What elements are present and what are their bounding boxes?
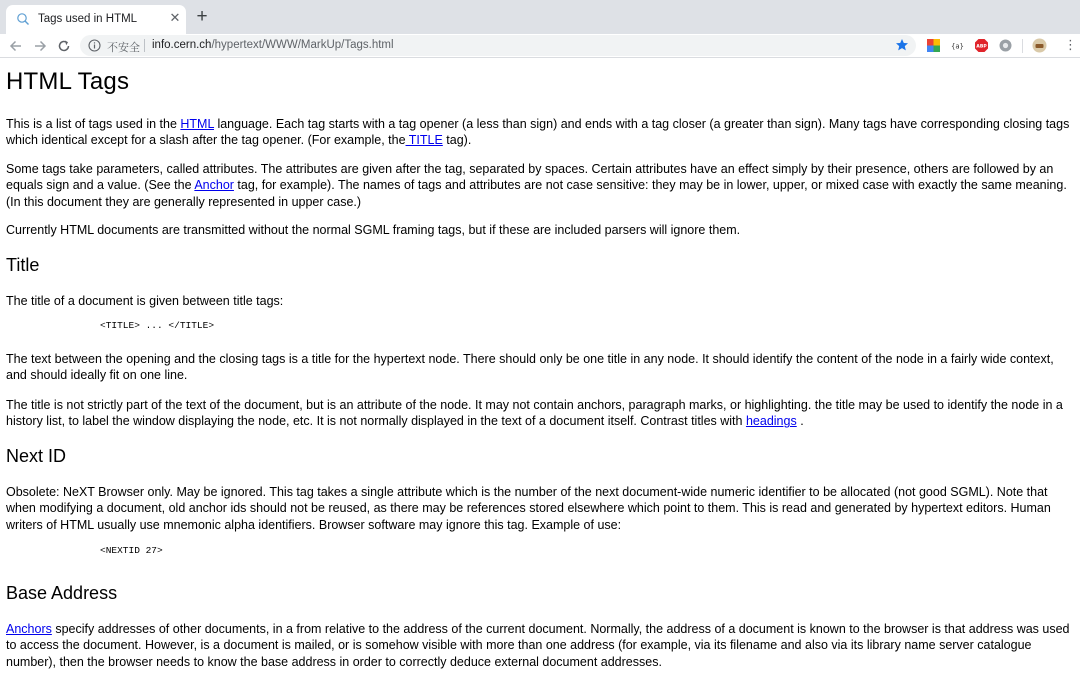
html-link[interactable]: HTML: [180, 117, 214, 131]
intro-paragraph-3: Currently HTML documents are transmitted without the normal SGML framing tags, but if these are included parsers will ignore them.: [6, 223, 741, 237]
next-id-paragraph: Obsolete: NeXT Browser only. May be ignored. This tag takes a single attribute which is the number of the next document-wide numeric identifier to be allocated (not good SGML). Note that when modifying a document, old anchor ids should not be reused, as there may be references stored elsewhere which point to them. This is read and generated by hypertext editors. Human writers of HTML usually use mnemonic alpha identifiers. Browser software may ignore this tag. Example of use:: [6, 485, 1051, 532]
intro-paragraph-1: [6, 116, 1074, 149]
text: Some tags take parameters, called attributes. The attributes are given after the tag, separated by spaces. Certain attributes have an effect simply by their presence, others are followed by an equals sign and a value. (See the: [6, 162, 1054, 193]
json-ext-icon[interactable]: [950, 38, 965, 53]
new-tab-icon[interactable]: +: [196, 6, 208, 27]
text: The title is not strictly part of the text of the document, but is an attribute of the node. It may not contain anchors, paragraph marks, or highlighting. the title may be used to identify the node in a history list, to label the window displaying the node, etc. It is not normally displayed in the text of a document itself. Contrast titles with: [6, 398, 1063, 429]
tab-title: Tags used in HTML: [38, 13, 138, 25]
next-id-code-example: <NEXTID 27>: [100, 545, 163, 556]
intro-paragraph-2: [6, 161, 1074, 210]
url-host: info.cern.ch: [152, 39, 212, 51]
omnibox-divider: [144, 39, 145, 52]
anchor-link[interactable]: Anchor: [194, 178, 234, 193]
adblock-ext-icon[interactable]: [974, 38, 989, 53]
base-address-paragraph: [6, 621, 1074, 670]
headings-link[interactable]: headings: [745, 414, 797, 429]
text: This is a list of tags used in the: [6, 117, 181, 131]
toolbar-divider: [1022, 39, 1023, 53]
title-link[interactable]: TITLE: [405, 133, 443, 148]
not-secure-label: 不安全: [107, 42, 140, 54]
reload-icon[interactable]: [56, 38, 72, 54]
page-title: HTML Tags: [6, 68, 130, 95]
text: tag).: [442, 133, 472, 148]
browser-toolbar: [0, 34, 1080, 58]
back-arrow-icon[interactable]: [8, 38, 24, 54]
next-id-heading: Next ID: [6, 446, 67, 466]
extension-icon[interactable]: [998, 38, 1013, 53]
tab-strip: [0, 0, 1080, 34]
title-paragraph-3: [6, 397, 1074, 430]
title-paragraph-1: The title of a document is given between title tags:: [6, 294, 284, 308]
browser-tab[interactable]: [6, 5, 186, 34]
text: tag, for example). The names of tags and attributes are not case sensitive: they may be in lower, upper, or mixed case with exactly the same meaning. (In this document they are generally represented in upper case.): [6, 178, 1067, 209]
svg-text:{a}: {a}: [951, 42, 964, 51]
anchors-link[interactable]: Anchors: [6, 622, 52, 636]
page-favicon-icon: [16, 12, 30, 26]
url-text[interactable]: [152, 39, 394, 51]
title-code-example: <TITLE> ... </TITLE>: [100, 320, 215, 331]
base-address-heading: Base Address: [6, 583, 118, 603]
bookmark-star-icon[interactable]: [895, 38, 909, 52]
title-paragraph-2: The text between the opening and the closing tags is a title for the hypertext node. There should only be one title in any node. It should identify the content of the node in a fairly wide context, and should ideally fit on one line.: [6, 352, 1054, 383]
url-path: /hypertext/WWW/MarkUp/Tags.html: [211, 39, 394, 51]
google-ext-icon[interactable]: [926, 38, 941, 53]
forward-arrow-icon[interactable]: [32, 38, 48, 54]
text: language. Each tag starts with a tag opener (a less than sign) and ends with a tag closer (a greater than sign). Many tags have corresponding closing tags which identical except for a slash after the tag opener. (For example, the: [6, 117, 1070, 148]
text: .: [796, 414, 804, 429]
profile-avatar[interactable]: [1032, 38, 1047, 53]
info-icon[interactable]: [88, 39, 101, 52]
address-bar[interactable]: [80, 35, 916, 56]
title-heading: Title: [6, 255, 40, 275]
text: specify addresses of other documents, in a from relative to the address of the current document. Normally, the address of a document is known to the browser is that address was used to access the document. However, is a document is mailed, or is somehow visible with more than one address (for example, via its filename and also via its library name server catalogue number), then the browser needs to know the base address in order to correctly deduce external document addresses.: [6, 622, 1070, 669]
menu-dots-icon[interactable]: ⋮: [1064, 37, 1077, 52]
svg-text:ABP: ABP: [976, 44, 987, 50]
close-tab-icon[interactable]: ✕: [169, 10, 181, 25]
